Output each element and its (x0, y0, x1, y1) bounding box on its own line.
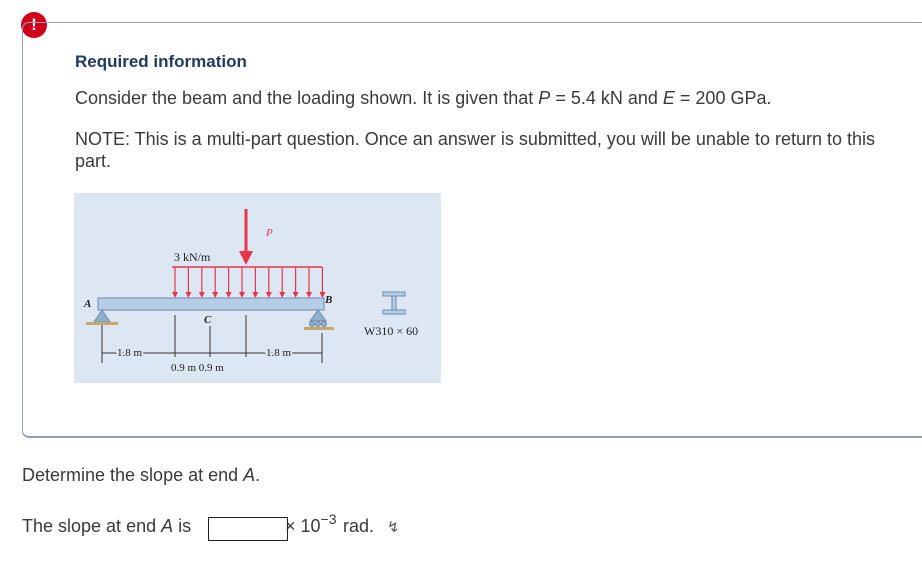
units-label: rad. (343, 516, 375, 536)
roller-support-b (310, 310, 326, 321)
exclamation-icon: ! (21, 12, 47, 38)
beam (98, 298, 324, 310)
w-section-icon (383, 292, 405, 314)
point-load-label: P (266, 227, 273, 239)
answer-label: The slope at end A is (22, 516, 192, 536)
udl-arrowhead (266, 292, 272, 298)
beam-diagram (74, 193, 441, 383)
udl-arrowhead (226, 292, 232, 298)
udl-arrowhead (212, 292, 218, 298)
distributed-load-arrows (172, 267, 325, 298)
udl-arrowhead (306, 292, 312, 298)
point-b-label: B (325, 294, 333, 306)
multiplier: × $10^{-3}$ (285, 511, 337, 536)
roller-wheel (316, 322, 321, 327)
point-a-label: A (84, 298, 92, 310)
slope-answer-input[interactable] (208, 517, 288, 541)
udl-arrowhead (293, 292, 299, 298)
dim-left-label: 1.8 m (117, 347, 143, 359)
point-c-label: C (204, 314, 212, 326)
roller-wheel (322, 322, 327, 327)
roller-wheel (310, 322, 315, 327)
given-text: Consider the beam and the loading shown. It is given that P = 5.4 kN and E = 200 GPa. (75, 88, 772, 108)
ground-b (304, 327, 334, 330)
section-label: W310 × 60 (364, 324, 419, 338)
udl-arrowhead (239, 292, 245, 298)
beam-figure (74, 193, 441, 383)
udl-arrowhead (199, 292, 205, 298)
question-text: Determine the slope at end A. (22, 465, 261, 485)
required-information-title: Required information (75, 52, 247, 71)
dim-right-label: 1.8 m (266, 347, 292, 359)
udl-arrowhead (172, 292, 178, 298)
point-load-arrowhead (239, 251, 253, 265)
dim-center-label: 0.9 m 0.9 m (171, 362, 224, 374)
note-text: NOTE: This is a multi-part question. Once an answer is submitted, you will be unable to return to this part. (75, 129, 876, 171)
pin-support-a (94, 310, 110, 322)
ground-a (86, 322, 118, 325)
udl-arrowhead (185, 292, 191, 298)
distributed-load-label: 3 kN/m (174, 250, 211, 264)
hint-icon[interactable]: ↯ (387, 519, 400, 536)
udl-arrowhead (252, 292, 258, 298)
udl-arrowhead (279, 292, 285, 298)
